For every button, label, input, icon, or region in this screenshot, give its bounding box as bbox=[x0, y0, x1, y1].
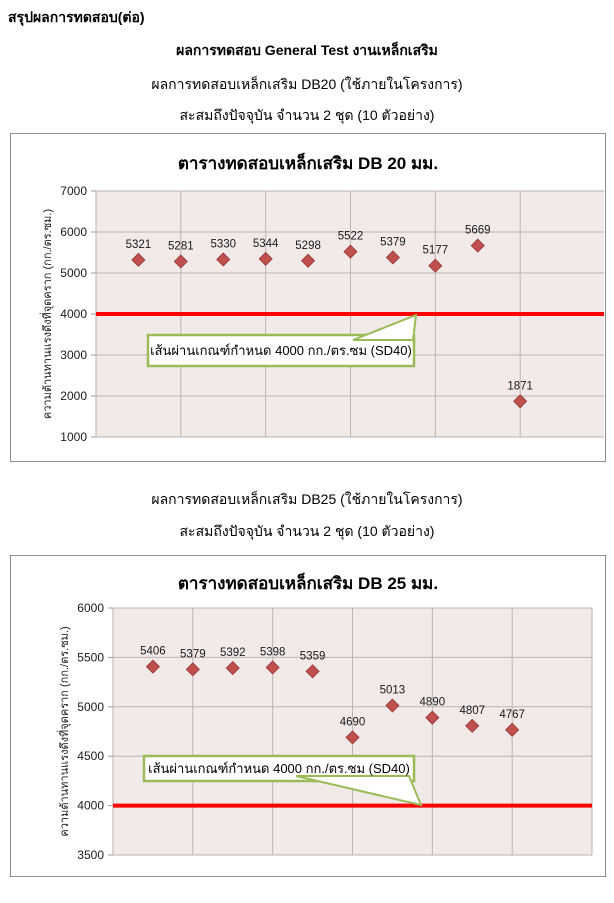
annotation-callout-text: เส้นผ่านเกณฑ์กำหนด 4000 กก./ตร.ซม (SD40) bbox=[150, 343, 412, 358]
section1-subheading: ผลการทดสอบเหล็กเสริม DB20 (ใช้ภายในโครงการ) bbox=[151, 76, 463, 92]
data-point-label: 5359 bbox=[299, 650, 326, 663]
y-tick-label: 4500 bbox=[77, 749, 104, 764]
data-point-label: 4890 bbox=[419, 696, 446, 709]
y-tick-label: 5000 bbox=[77, 699, 104, 714]
y-tick-label: 3500 bbox=[77, 848, 104, 862]
data-point-label: 5522 bbox=[337, 230, 364, 243]
y-tick-label: 4000 bbox=[77, 798, 104, 813]
y-tick-label: 4000 bbox=[60, 307, 87, 321]
y-tick-label: 3000 bbox=[60, 348, 87, 362]
y-tick-label: 6000 bbox=[60, 225, 87, 239]
data-point-label: 5321 bbox=[125, 238, 152, 251]
y-tick-label: 5500 bbox=[77, 650, 104, 665]
data-point-label: 5379 bbox=[180, 648, 206, 661]
data-point-label: 5398 bbox=[259, 646, 286, 659]
chart-db25-frame bbox=[10, 555, 606, 877]
data-point-label: 5406 bbox=[140, 645, 166, 658]
chart-db25-title: ตารางทดสอบเหล็กเสริม DB 25 มม. bbox=[177, 574, 439, 593]
data-point-label: 5281 bbox=[168, 240, 194, 253]
chart-db20-plot bbox=[11, 134, 604, 460]
y-axis-title: ความต้านทานแรงดึงที่จุดคราก (กก./ตร.ซม.) bbox=[42, 208, 54, 420]
annotation-callout-text: เส้นผ่านเกณฑ์กำหนด 4000 กก./ตร.ซม (SD40) bbox=[148, 761, 410, 776]
y-tick-label: 7000 bbox=[60, 184, 87, 198]
data-point-label: 5013 bbox=[379, 684, 406, 697]
data-point-label: 4767 bbox=[499, 708, 525, 721]
y-tick-label: 6000 bbox=[77, 601, 104, 615]
section-main-heading: ผลการทดสอบ General Test งานเหล็กเสริม bbox=[176, 42, 438, 58]
data-point-label: 5298 bbox=[295, 239, 321, 252]
data-point-label: 4807 bbox=[459, 704, 486, 717]
data-point-label: 4690 bbox=[339, 716, 366, 729]
data-point-label: 5392 bbox=[219, 647, 246, 660]
page-title: สรุปผลการทดสอบ(ต่อ) bbox=[8, 9, 145, 25]
y-tick-label: 5000 bbox=[60, 266, 87, 280]
chart-db25-plot bbox=[11, 556, 604, 875]
data-point-label: 5379 bbox=[380, 236, 406, 249]
y-axis-title: ความต้านทานแรงดึงที่จุดคราก (กก./ตร.ซม.) bbox=[59, 626, 71, 837]
section2-subheading: ผลการทดสอบเหล็กเสริม DB25 (ใช้ภายในโครงการ) bbox=[151, 491, 463, 507]
data-point-label: 5177 bbox=[422, 244, 449, 257]
section2-sample-note: สะสมถึงปัจจุบัน จำนวน 2 ชุด (10 ตัวอย่าง) bbox=[179, 523, 435, 539]
chart-db20-frame bbox=[10, 133, 606, 462]
y-tick-label: 1000 bbox=[60, 430, 87, 444]
data-point-label: 5344 bbox=[252, 237, 279, 250]
data-point-label: 5330 bbox=[210, 238, 237, 251]
data-point-label: 5669 bbox=[464, 224, 491, 237]
chart-db20-title: ตารางทดสอบเหล็กเสริม DB 20 มม. bbox=[177, 154, 439, 173]
y-tick-label: 2000 bbox=[60, 389, 87, 403]
section1-sample-note: สะสมถึงปัจจุบัน จำนวน 2 ชุด (10 ตัวอย่าง) bbox=[179, 107, 435, 123]
data-point-label: 1871 bbox=[507, 380, 533, 393]
